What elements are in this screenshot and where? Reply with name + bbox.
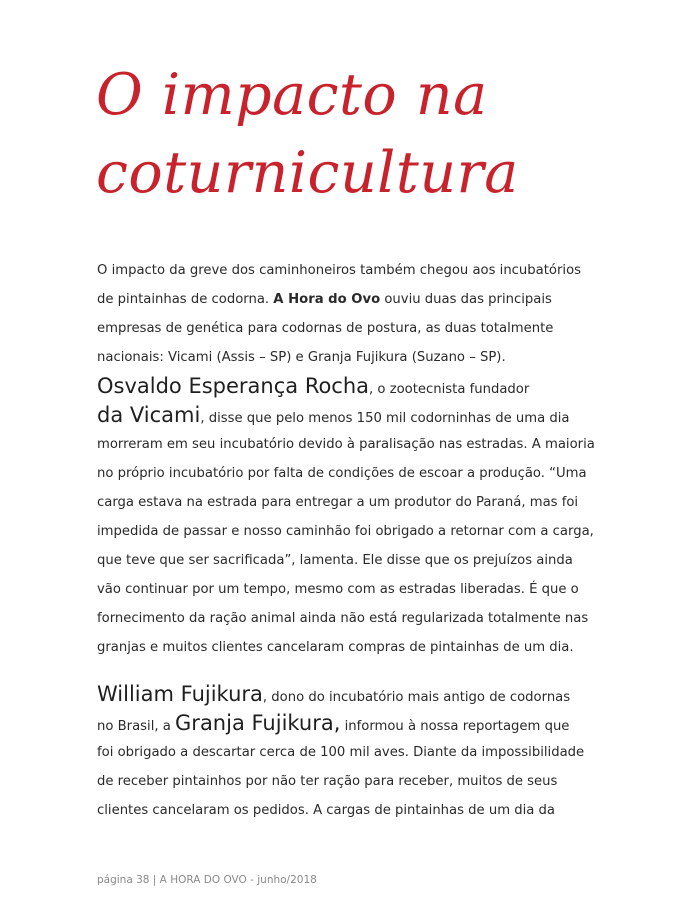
text-segment: ouviu duas das principais <box>380 292 552 307</box>
text-line: fornecimento da ração animal ainda não está regularizada totalmente nas <box>97 611 589 626</box>
article-title <box>96 56 656 212</box>
text-line <box>97 372 617 401</box>
text-line: granjas e muitos clientes cancelaram compras de pintainhas de um dia. <box>97 640 574 655</box>
text-line: vão continuar por um tempo, mesmo com as estradas liberadas. É que o <box>97 582 579 597</box>
paragraph-1 <box>97 256 617 662</box>
person-name-highlight: William Fujikura <box>97 682 263 706</box>
text-line <box>97 680 617 709</box>
company-name-highlight: da Vicami <box>97 403 201 427</box>
text-segment: no Brasil, a <box>97 719 176 734</box>
text-line <box>97 285 617 314</box>
paragraph-2 <box>97 680 617 825</box>
person-name-highlight: Osvaldo Esperança Rocha <box>97 374 370 398</box>
text-line <box>97 709 617 738</box>
text-segment: , dono do incubatório mais antigo de codornas <box>262 690 571 705</box>
text-segment: , o zootecnista fundador <box>369 382 530 397</box>
article-title-line-2: coturnicultura <box>96 140 519 206</box>
page-footer: página 38 | A HORA DO OVO - junho/2018 <box>97 874 317 886</box>
company-name-highlight: Granja Fujikura, <box>175 711 341 735</box>
article-title-line-1: O impacto na <box>96 62 488 128</box>
text-line: O impacto da greve dos caminhoneiros também chegou aos incubatórios <box>97 263 582 278</box>
publication-name: A Hora do Ovo <box>273 292 381 307</box>
text-line: no próprio incubatório por falta de condições de escoar a produção. “Uma <box>97 466 587 481</box>
text-line: impedida de passar e nosso caminhão foi obrigado a retornar com a carga, <box>97 524 594 539</box>
text-segment: , disse que pelo menos 150 mil codorninhas de uma dia <box>200 411 570 426</box>
text-segment: de pintainhas de codorna. <box>97 292 274 307</box>
text-segment: informou à nossa reportagem que <box>340 719 570 734</box>
text-line: de receber pintainhos por não ter ração para receber, muitos de seus <box>97 774 558 789</box>
text-line: carga estava na estrada para entregar a um produtor do Paraná, mas foi <box>97 495 579 510</box>
text-line: que teve que ser sacrificada”, lamenta. Ele disse que os prejuízos ainda <box>97 553 573 568</box>
text-line: morreram em seu incubatório devido à paralisação nas estradas. A maioria <box>97 437 595 452</box>
text-line: nacionais: Vicami (Assis – SP) e Granja Fujikura (Suzano – SP). <box>97 350 506 365</box>
text-line <box>97 401 617 430</box>
text-line: foi obrigado a descartar cerca de 100 mil aves. Diante da impossibilidade <box>97 745 585 760</box>
text-line: clientes cancelaram os pedidos. A cargas de pintainhas de um dia da <box>97 803 556 818</box>
text-line: empresas de genética para codornas de postura, as duas totalmente <box>97 321 554 336</box>
